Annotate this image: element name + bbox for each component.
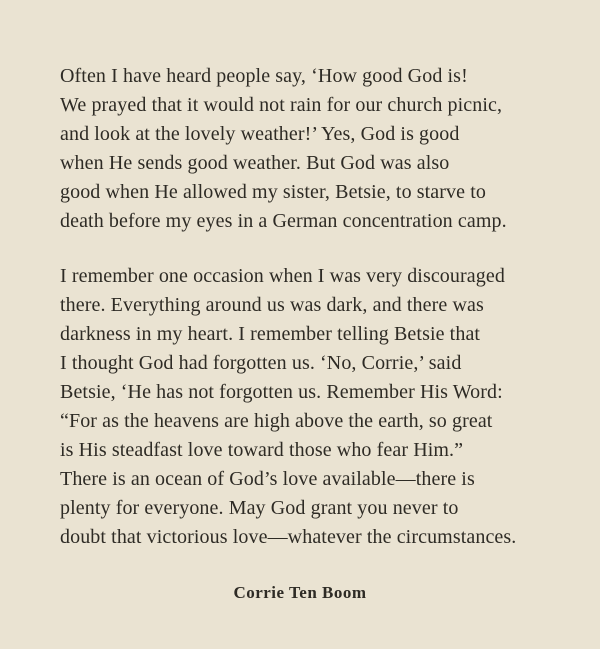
quote-paragraph-1 xyxy=(60,62,560,236)
quote-line: and look at the lovely weather!’ Yes, God is good xyxy=(60,123,460,145)
quote-paragraph-2 xyxy=(60,262,560,552)
quote-line: when He sends good weather. But God was also xyxy=(60,152,450,174)
quote-line: darkness in my heart. I remember telling Betsie that xyxy=(60,323,481,345)
quote-line: is His steadfast love toward those who fear Him.” xyxy=(60,439,464,461)
quote-line: Betsie, ‘He has not forgotten us. Remember His Word: xyxy=(60,381,503,403)
quote-line: there. Everything around us was dark, and there was xyxy=(60,294,484,316)
quote-line: doubt that victorious love—whatever the circumstances. xyxy=(60,526,517,548)
quote-line: “For as the heavens are high above the earth, so great xyxy=(60,410,493,432)
quote-line: death before my eyes in a German concentration camp. xyxy=(60,210,507,232)
quote-line: I remember one occasion when I was very discouraged xyxy=(60,265,505,287)
quote-line: There is an ocean of God’s love available—there is xyxy=(60,468,475,490)
quote-line: plenty for everyone. May God grant you never to xyxy=(60,497,459,519)
attribution: Corrie Ten Boom xyxy=(233,583,367,602)
quote-line: I thought God had forgotten us. ‘No, Corrie,’ said xyxy=(60,352,462,374)
quote-line: Often I have heard people say, ‘How good God is! xyxy=(60,65,468,87)
quote-text xyxy=(60,62,560,552)
quote-line: We prayed that it would not rain for our church picnic, xyxy=(60,94,503,116)
quote-line: good when He allowed my sister, Betsie, to starve to xyxy=(60,181,486,203)
